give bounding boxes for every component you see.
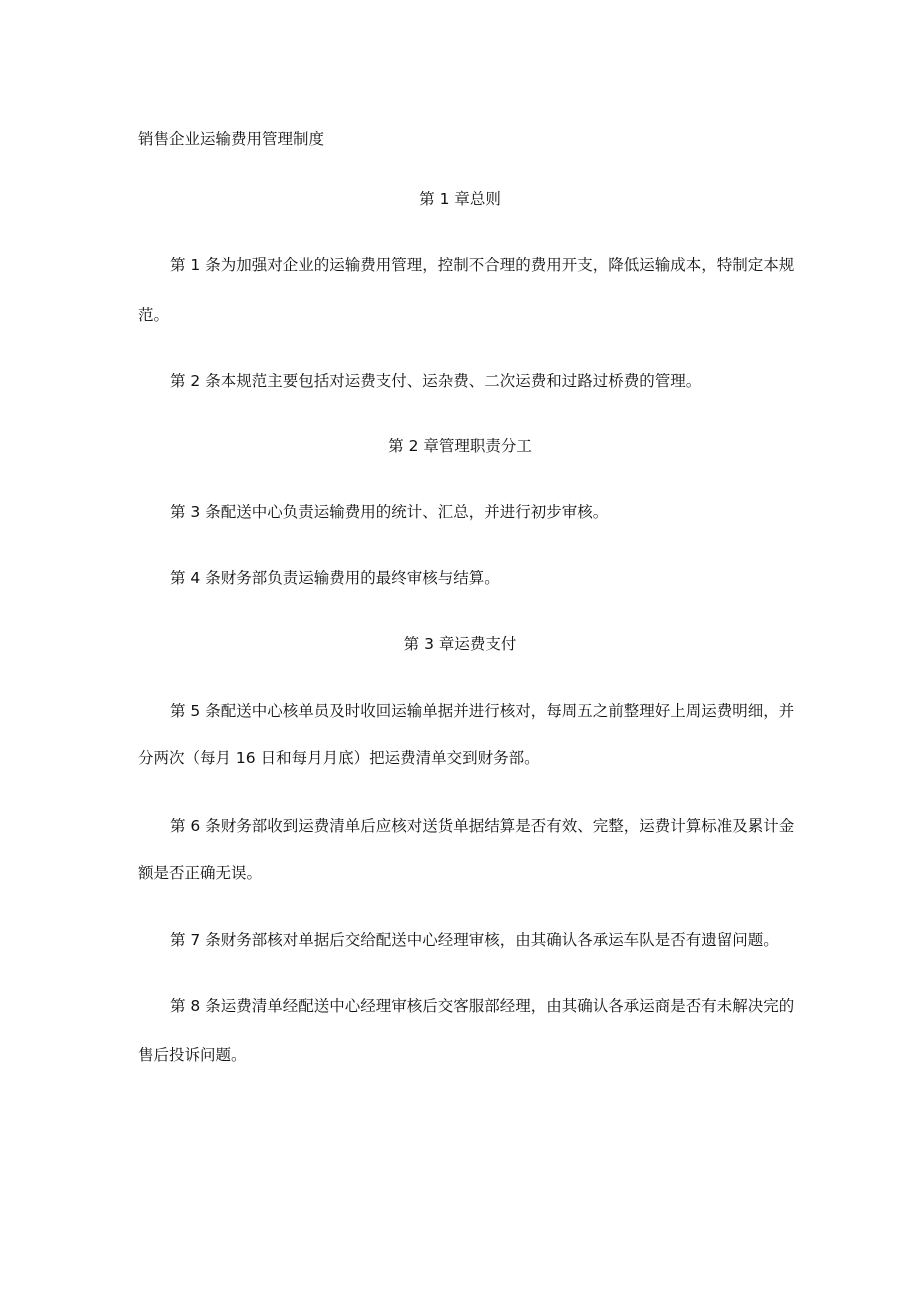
article-6-line-1: 第 6 条财务部收到运费清单后应核对送货单据结算是否有效、完整，运费计算标准及累计金: [170, 817, 795, 835]
article-6-line-2: 额是否正确无误。: [138, 864, 263, 882]
article-8-line-2: 售后投诉问题。: [138, 1046, 247, 1064]
article-5: [138, 700, 795, 780]
article-2: [138, 370, 786, 394]
article-3: [138, 501, 786, 525]
chapter-heading-3: 第 3 章运费支付: [403, 635, 517, 653]
article-6: [138, 815, 795, 895]
article-7: [138, 929, 786, 953]
article-4-line-1: 第 4 条财务部负责运输费用的最终审核与结算。: [170, 569, 500, 587]
article-8: [138, 995, 795, 1075]
article-1-line-1: 第 1 条为加强对企业的运输费用管理，控制不合理的费用开支，降低运输成本，特制定本规: [170, 256, 795, 274]
article-8-line-1: 第 8 条运费清单经配送中心经理审核后交客服部经理，由其确认各承运商是否有未解决完的: [170, 997, 795, 1015]
chapter-heading-2: 第 2 章管理职责分工: [388, 437, 532, 455]
document-title: 销售企业运输费用管理制度: [138, 130, 325, 148]
article-3-line-1: 第 3 条配送中心负责运输费用的统计、汇总，并进行初步审核。: [170, 503, 609, 521]
chapter-heading-1: 第 1 章总则: [419, 190, 501, 208]
article-2-line-1: 第 2 条本规范主要包括对运费支付、运杂费、二次运费和过路过桥费的管理。: [170, 372, 702, 390]
article-7-line-1: 第 7 条财务部核对单据后交给配送中心经理审核，由其确认各承运车队是否有遗留问题。: [170, 931, 779, 949]
article-1: [138, 254, 795, 334]
article-1-line-2: 范。: [138, 306, 170, 324]
article-5-line-1: 第 5 条配送中心核单员及时收回运输单据并进行核对，每周五之前整理好上周运费明细，并: [170, 702, 795, 720]
article-5-line-2: 分两次（每月 16 日和每月月底）把运费清单交到财务部。: [138, 749, 540, 767]
article-4: [138, 567, 786, 591]
